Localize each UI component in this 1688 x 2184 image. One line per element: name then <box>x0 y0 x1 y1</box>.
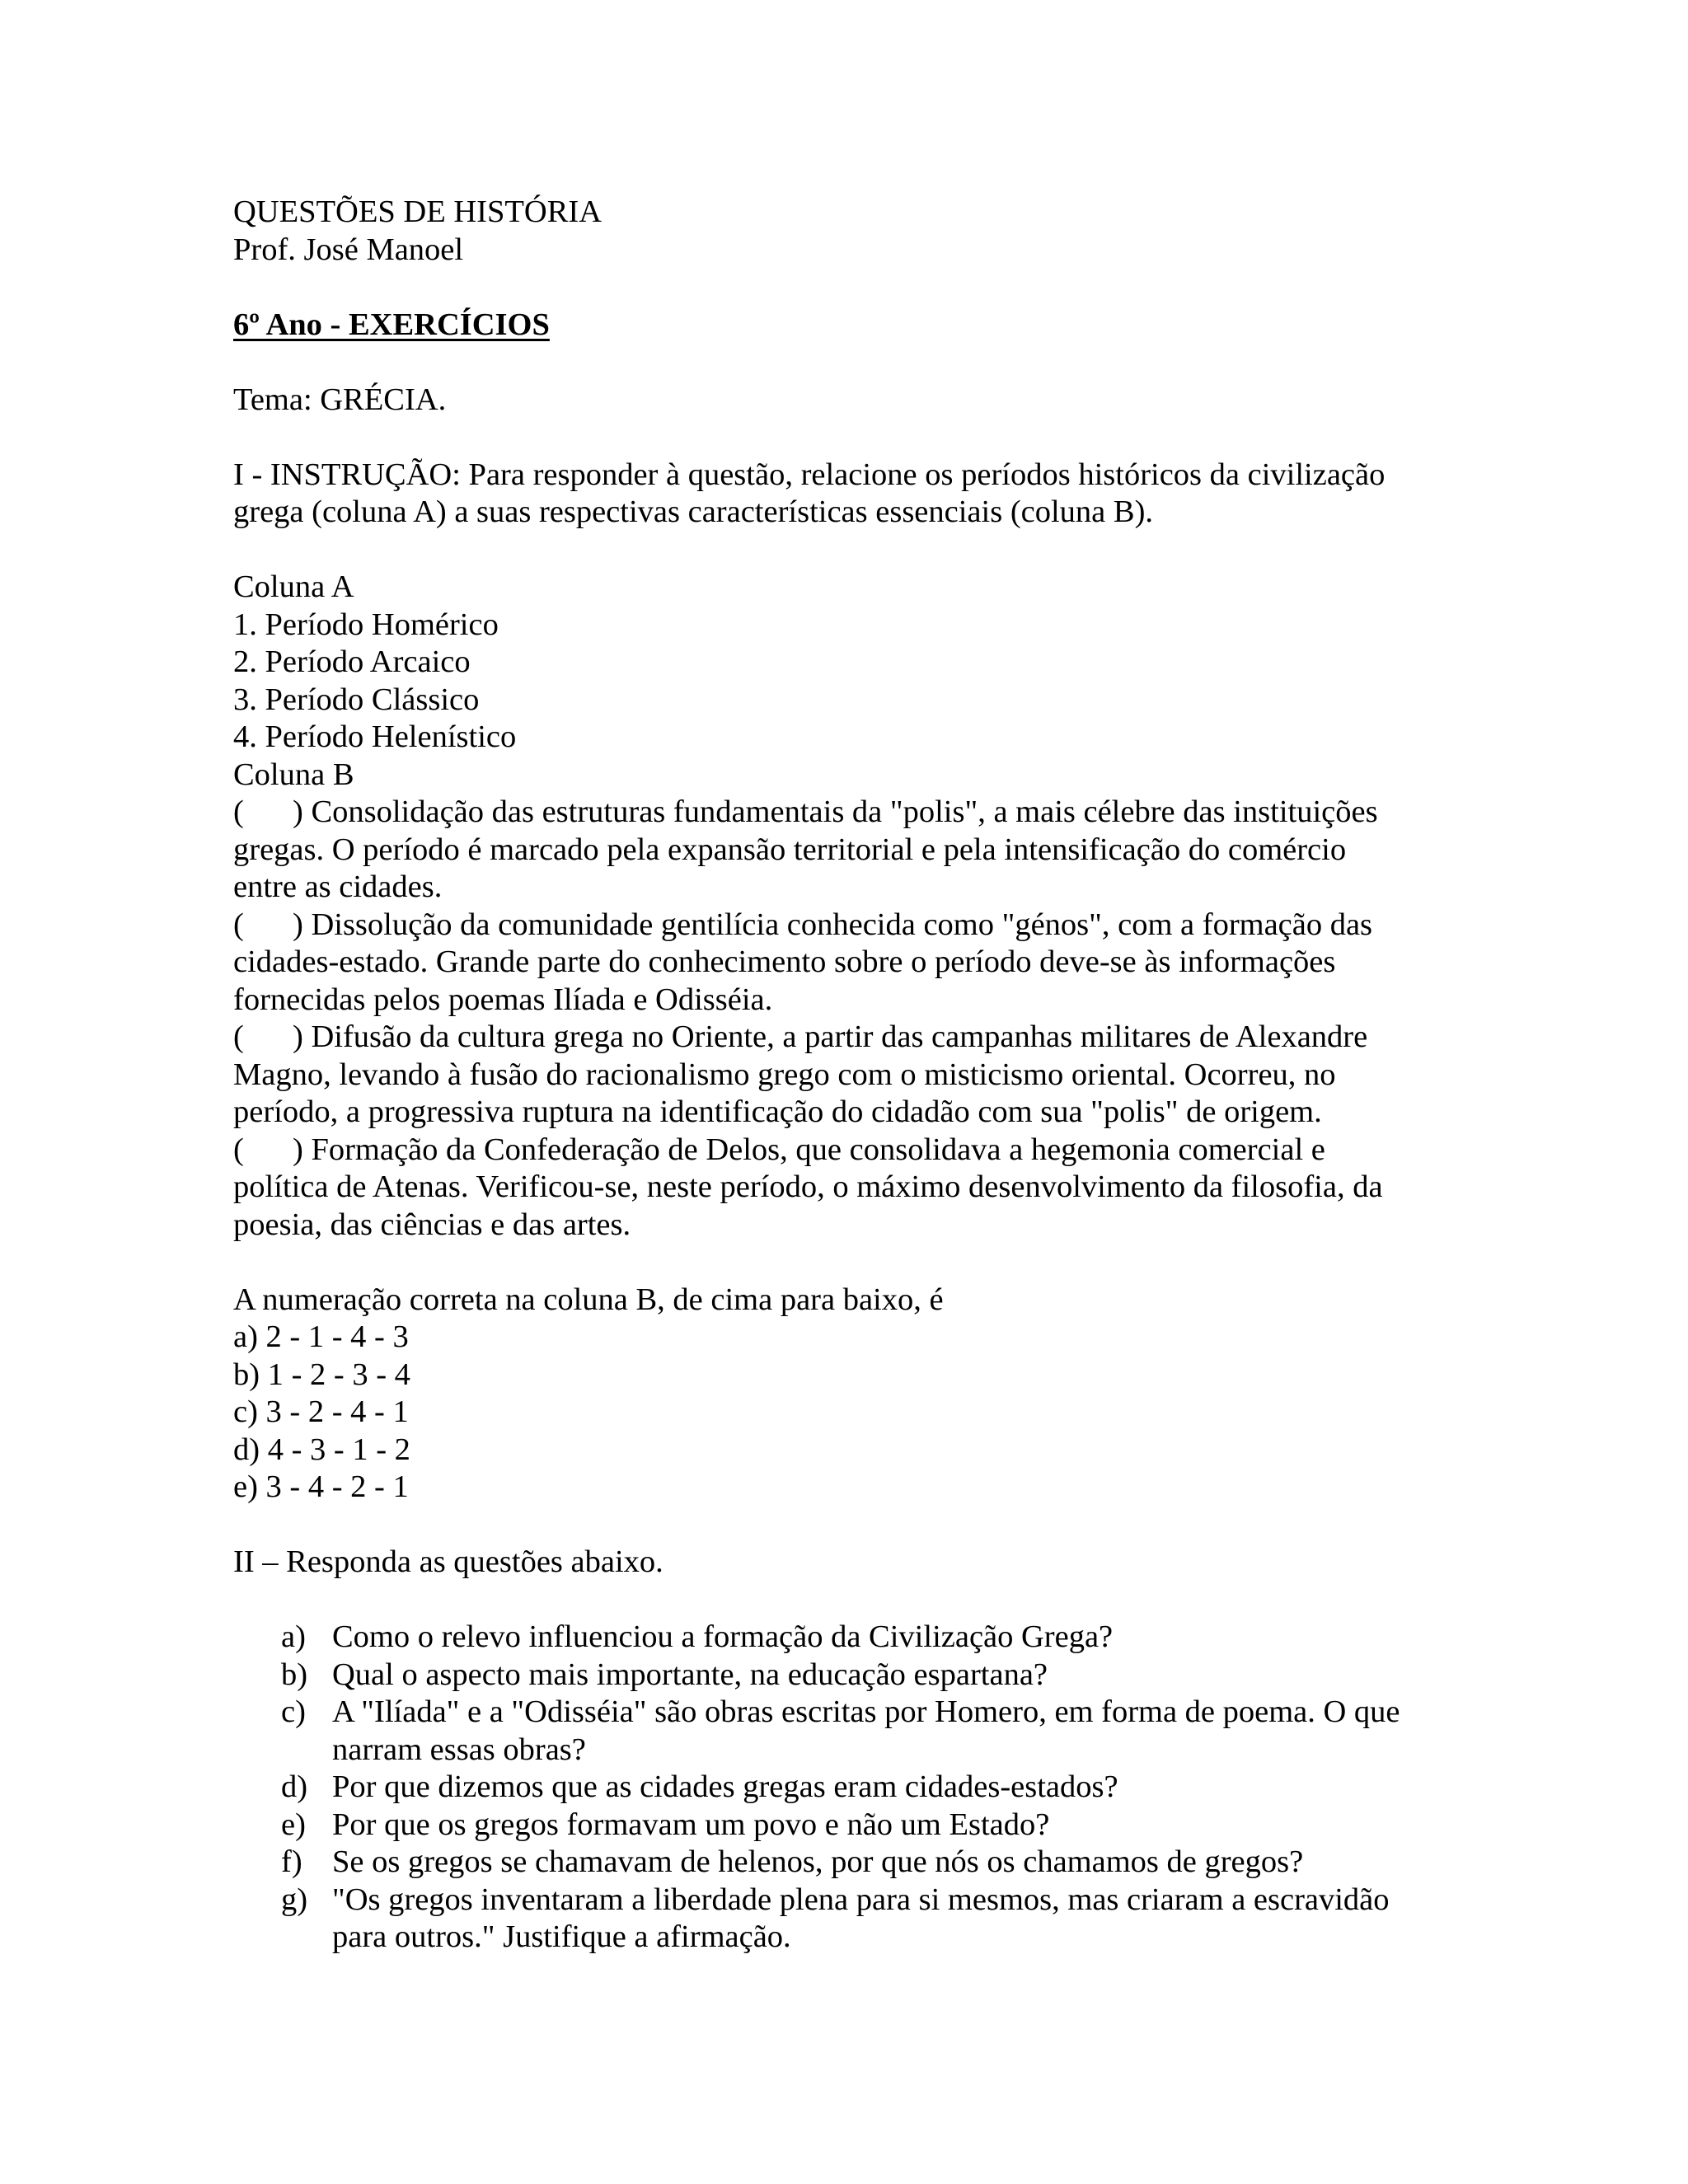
column-b-item: ( ) Dissolução da comunidade gentilícia conhecida como "génos", com a formação das cidades-estado. Grande parte do conhecimento sobre o período deve-se às informações fornecidas pelos poemas Ilíada e Odisséia. <box>233 907 1373 1017</box>
teacher-name: Prof. José Manoel <box>233 232 464 267</box>
answer-option[interactable]: c) 3 - 2 - 4 - 1 <box>233 1394 409 1429</box>
spacer <box>233 269 1470 307</box>
instruction-line: grega (coluna A) a suas respectivas características essenciais (coluna B). <box>233 494 1154 529</box>
answer-prompt: A numeração correta na coluna B, de cima para baixo, é <box>233 1282 944 1317</box>
theme-line: Tema: GRÉCIA. <box>233 382 447 417</box>
column-a-item: 4. Período Helenístico <box>233 719 517 754</box>
list-item: g) "Os gregos inventaram a liberdade plena para si mesmos, mas criaram a escravidão para outros." Justifique a afirmação. <box>281 1882 1390 1954</box>
list-item: e) Por que os gregos formavam um povo e não um Estado? <box>281 1807 1050 1842</box>
spacer <box>233 419 1470 457</box>
answer-blank[interactable]: ( <box>233 1132 244 1167</box>
grade-heading: 6º Ano - EXERCÍCIOS <box>233 307 550 342</box>
list-item: c) A "Ilíada" e a "Odisséia" são obras escritas por Homero, em forma de poema. O que narram essas obras? <box>281 1694 1400 1767</box>
spacer <box>233 1244 1470 1282</box>
answer-option[interactable]: a) 2 - 1 - 4 - 3 <box>233 1319 409 1354</box>
list-item: a) Como o relevo influenciou a formação da Civilização Grega? <box>281 1619 1114 1654</box>
answer-option[interactable]: e) 3 - 4 - 2 - 1 <box>233 1469 409 1504</box>
column-a-title: Coluna A <box>233 569 354 604</box>
section-two-title: II – Responda as questões abaixo. <box>233 1544 663 1579</box>
answer-blank[interactable]: ( <box>233 794 244 829</box>
instruction-line: I - INSTRUÇÃO: Para responder à questão, relacione os períodos históricos da civilização <box>233 457 1386 492</box>
column-b-item: ( ) Difusão da cultura grega no Oriente, a partir das campanhas militares de Alexandre Magno, levando à fusão do racionalismo grego com o misticismo oriental. Ocorreu, no período, a progressiva ruptura na identificação do cidadão com sua "polis" de origem. <box>233 1019 1368 1129</box>
answer-blank[interactable]: ( <box>233 1019 244 1054</box>
column-a-item: 3. Período Clássico <box>233 682 480 717</box>
spacer <box>233 1582 1470 1619</box>
column-a-item: 2. Período Arcaico <box>233 644 471 679</box>
column-b-item: ( ) Consolidação das estruturas fundamentais da "polis", a mais célebre das instituições gregas. O período é marcado pela expansão territorial e pela intensificação do comércio entre as cidades. <box>233 794 1378 904</box>
column-a-item: 1. Período Homérico <box>233 607 499 642</box>
spacer <box>233 1507 1470 1544</box>
question-list <box>233 1619 1470 1957</box>
spacer <box>233 532 1470 569</box>
document-title: QUESTÕES DE HISTÓRIA <box>233 194 603 229</box>
spacer <box>233 344 1470 382</box>
answer-blank[interactable]: ( <box>233 907 244 942</box>
list-item: b) Qual o aspecto mais importante, na educação espartana? <box>281 1657 1048 1692</box>
list-item: f) Se os gregos se chamavam de helenos, por que nós os chamamos de gregos? <box>281 1844 1304 1879</box>
document-page <box>233 194 1470 1957</box>
answer-option[interactable]: d) 4 - 3 - 1 - 2 <box>233 1432 410 1467</box>
list-item: d) Por que dizemos que as cidades gregas eram cidades-estados? <box>281 1769 1118 1804</box>
column-b-item: ( ) Formação da Confederação de Delos, que consolidava a hegemonia comercial e política de Atenas. Verificou-se, neste período, o máximo desenvolvimento da filosofia, da poesia, das ciências e das artes. <box>233 1132 1383 1242</box>
answer-option[interactable]: b) 1 - 2 - 3 - 4 <box>233 1357 410 1392</box>
column-b-title: Coluna B <box>233 757 354 792</box>
